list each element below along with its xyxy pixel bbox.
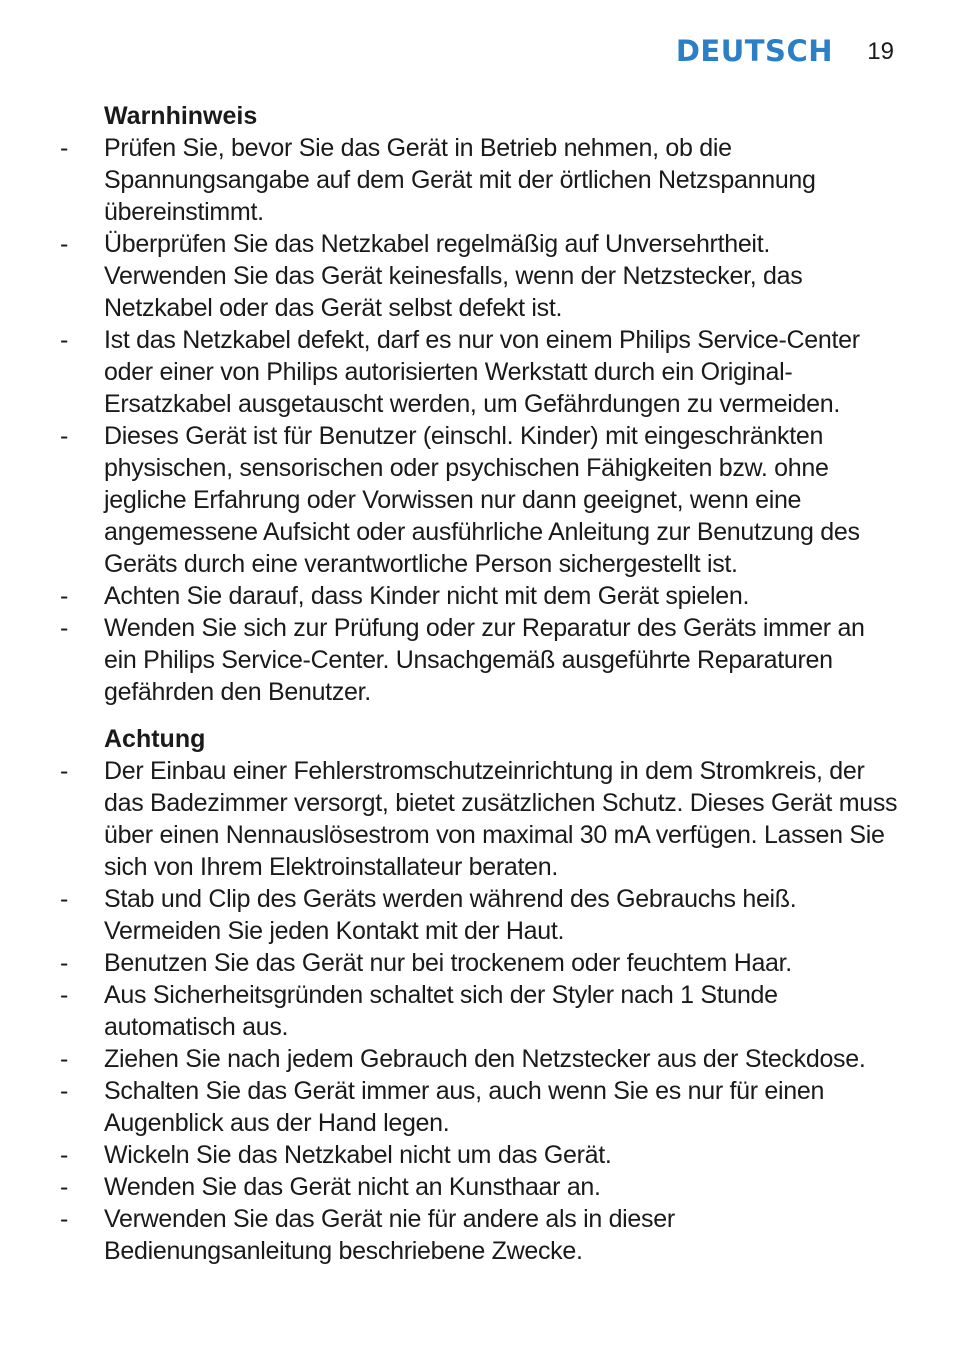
bullet-dash: - xyxy=(60,1077,69,1105)
list-item xyxy=(0,1171,954,1203)
bullet-dash: - xyxy=(60,134,69,162)
list-item xyxy=(0,132,954,228)
bullet-dash: - xyxy=(60,885,69,913)
section-warnhinweis xyxy=(0,100,954,708)
list-item xyxy=(0,1139,954,1171)
bullet-dash: - xyxy=(60,1045,69,1073)
list-item xyxy=(0,1075,954,1139)
bullet-dash: - xyxy=(60,614,69,642)
bullet-dash: - xyxy=(60,757,69,785)
bullet-dash: - xyxy=(60,422,69,450)
list-item-text: Aus Sicherheitsgründen schaltet sich der Styler nach 1 Stunde automatisch aus. xyxy=(104,981,778,1041)
bullet-dash: - xyxy=(60,1205,69,1233)
list-item xyxy=(0,580,954,612)
list-item xyxy=(0,420,954,580)
bullet-dash: - xyxy=(60,981,69,1009)
list-item-text: Achten Sie darauf, dass Kinder nicht mit dem Gerät spielen. xyxy=(104,582,750,610)
list-item xyxy=(0,324,954,420)
list-item-text: Schalten Sie das Gerät immer aus, auch wenn Sie es nur für einen Augenblick aus der Hand legen. xyxy=(104,1077,825,1137)
list-item-text: Verwenden Sie das Gerät nie für andere als in dieser Bedienungsanleitung beschriebene Zwecke. xyxy=(104,1205,675,1265)
list-item xyxy=(0,612,954,708)
list-item xyxy=(0,883,954,947)
list-item-text: Überprüfen Sie das Netzkabel regelmäßig auf Unversehrtheit. Verwenden Sie das Gerät keinesfalls, wenn der Netzstecker, das Netzkabel oder das Gerät selbst defekt ist. xyxy=(104,230,803,322)
list-item-text: Ist das Netzkabel defekt, darf es nur von einem Philips Service-Center oder einer von Philips autorisierten Werkstatt durch ein Original-Ersatzkabel ausgetauscht werden, um Gefährdungen zu vermeiden. xyxy=(104,326,860,418)
list-item xyxy=(0,979,954,1043)
page-number: 19 xyxy=(867,38,894,65)
list-item xyxy=(0,1043,954,1075)
list-item xyxy=(0,1203,954,1267)
bullet-dash: - xyxy=(60,1141,69,1169)
list-item-text: Stab und Clip des Geräts werden während des Gebrauchs heiß. Vermeiden Sie jeden Kontakt mit der Haut. xyxy=(104,885,797,945)
document-body xyxy=(0,100,954,1267)
list-item-text: Prüfen Sie, bevor Sie das Gerät in Betrieb nehmen, ob die Spannungsangabe auf dem Gerät mit der örtlichen Netzspannung übereinstimmt. xyxy=(104,134,816,226)
bullet-list xyxy=(0,755,954,1267)
bullet-dash: - xyxy=(60,949,69,977)
list-item-text: Wenden Sie das Gerät nicht an Kunsthaar an. xyxy=(104,1173,601,1201)
bullet-dash: - xyxy=(60,1173,69,1201)
section-achtung xyxy=(0,723,954,1267)
bullet-dash: - xyxy=(60,230,69,258)
list-item-text: Ziehen Sie nach jedem Gebrauch den Netzstecker aus der Steckdose. xyxy=(104,1045,866,1073)
list-item-text: Dieses Gerät ist für Benutzer (einschl. Kinder) mit eingeschränkten physischen, sensorischen oder psychischen Fähigkeiten bzw. ohne jegliche Erfahrung oder Vorwissen nur dann geeignet, wenn eine angemessene Aufsicht oder ausführliche Anleitung zur Benutzung des Geräts durch eine verantwortliche Person sichergestellt ist. xyxy=(104,422,860,578)
bullet-dash: - xyxy=(60,326,69,354)
list-item-text: Der Einbau einer Fehlerstromschutzeinrichtung in dem Stromkreis, der das Badezimmer versorgt, bietet zusätzlichen Schutz. Dieses Gerät muss über einen Nennauslösestrom von maximal 30 mA verfügen. Lassen Sie sich von Ihrem Elektroinstallateur beraten. xyxy=(104,757,898,881)
section-title: Warnhinweis xyxy=(104,102,258,130)
list-item xyxy=(0,947,954,979)
list-item xyxy=(0,228,954,324)
language-header: DEUTSCH xyxy=(675,34,833,68)
list-item xyxy=(0,755,954,883)
list-item-text: Wenden Sie sich zur Prüfung oder zur Reparatur des Geräts immer an ein Philips Service-Center. Unsachgemäß ausgeführte Reparaturen gefährden den Benutzer. xyxy=(104,614,865,706)
list-item-text: Benutzen Sie das Gerät nur bei trockenem oder feuchtem Haar. xyxy=(104,949,792,977)
bullet-dash: - xyxy=(60,582,69,610)
section-title: Achtung xyxy=(104,725,206,753)
list-item-text: Wickeln Sie das Netzkabel nicht um das Gerät. xyxy=(104,1141,612,1169)
bullet-list xyxy=(0,132,954,708)
